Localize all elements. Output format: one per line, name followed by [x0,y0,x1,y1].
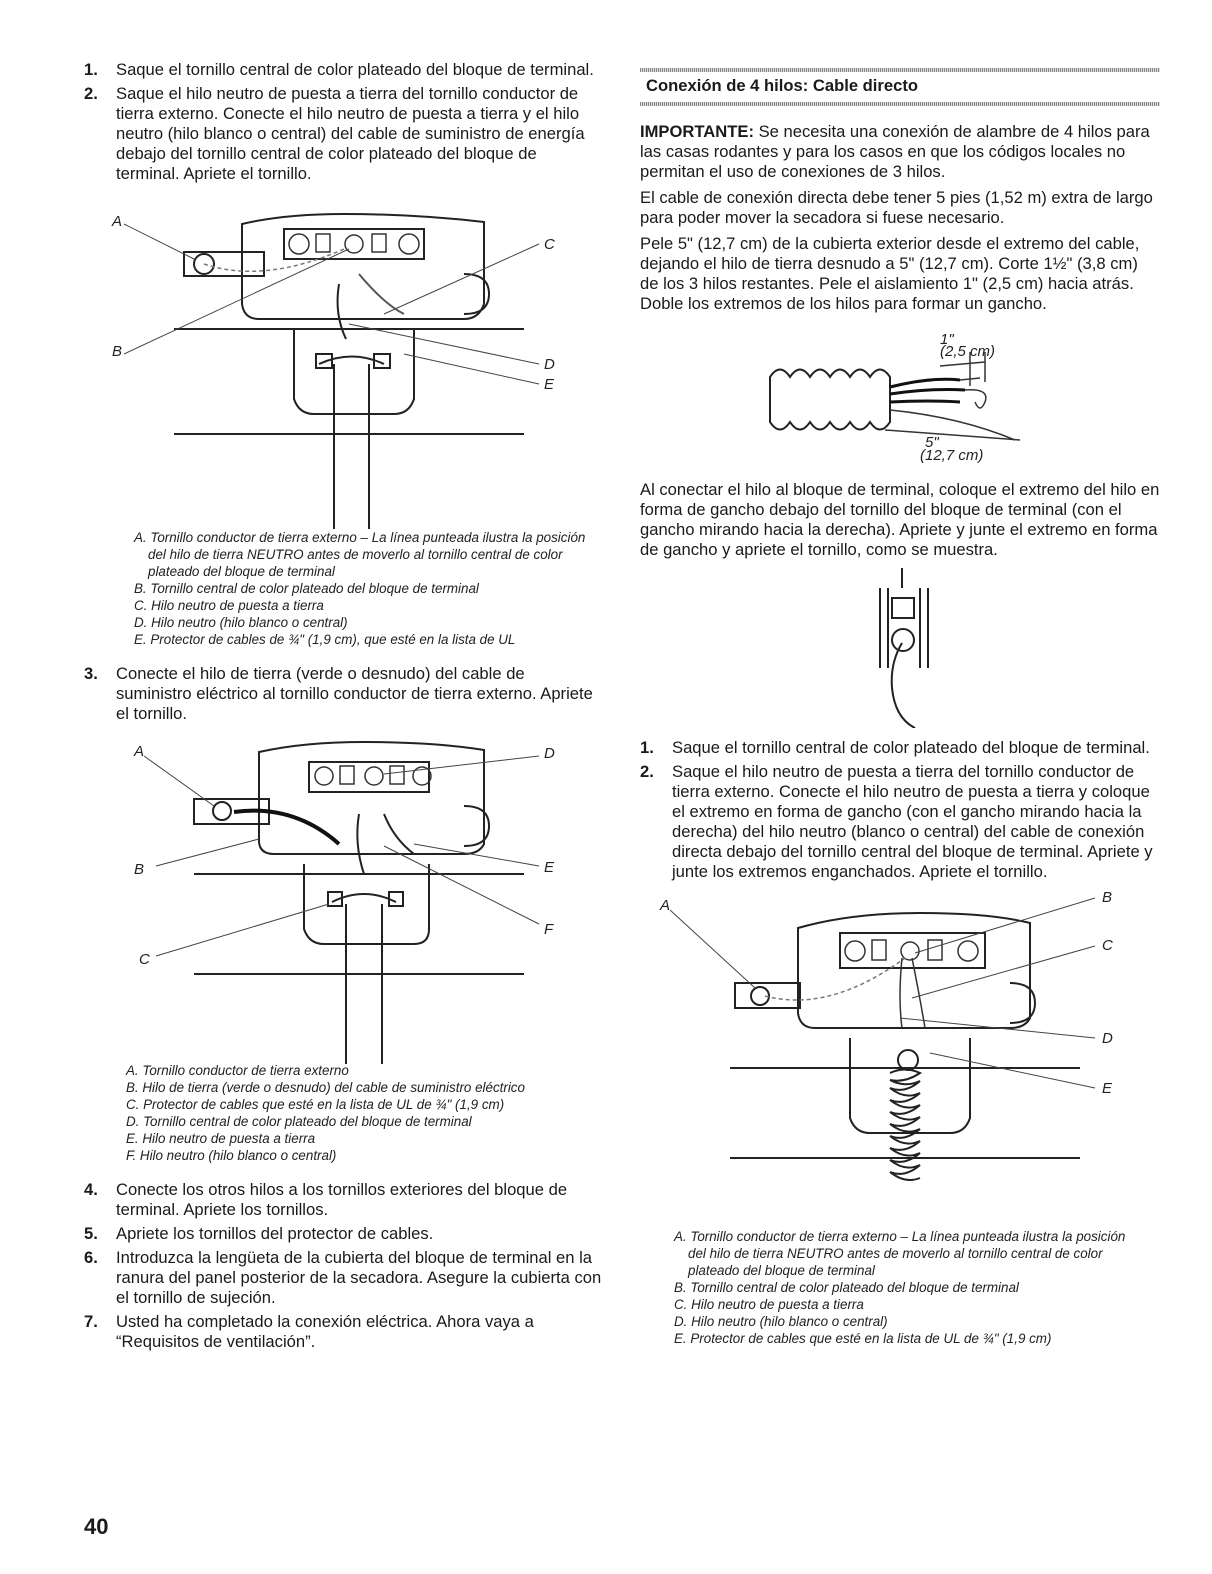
figure-label: C [544,236,555,253]
caption-item: A. Tornillo conductor de tierra externo – La línea punteada ilustra la posición del hilo de tierra NEUTRO antes de moverlo al tornillo central de color plateado del bloque de terminal [134,530,586,579]
caption-item: B. Tornillo central de color plateado del bloque de terminal [134,581,479,596]
important-label: IMPORTANTE: [640,122,754,141]
figure-label: D [544,356,555,373]
caption-item: E. Protector de cables que esté en la lista de UL de ¾" (1,9 cm) [674,1331,1052,1346]
figure-label: E [1102,1080,1113,1097]
figure-label: D [1102,1030,1113,1047]
terminal-block-diagram [640,888,1160,1228]
caption-item: C. Protector de cables que esté en la lista de UL de ¾" (1,9 cm) [126,1097,505,1112]
section-title: Conexión de 4 hilos: Cable directo [646,76,918,95]
steps-list-b [84,1180,604,1352]
caption-item: A. Tornillo conductor de tierra externo – La línea punteada ilustra la posición del hilo de tierra NEUTRO antes de moverlo al tornillo central de color plateado del bloque de terminal [674,1229,1126,1278]
figure-1-captions [134,529,594,648]
paragraph: Al conectar el hilo al bloque de terminal, coloque el extremo del hilo en forma de gancho debajo del tornillo del bloque de terminal (con el gancho mirando hacia la derecha). Apriete y junte el extremo en forma de gancho y apriete el tornillo, como se muestra. [640,480,1160,559]
figure-label: A [660,897,671,914]
right-column [640,68,1160,1347]
step-3 [84,664,604,724]
dimension-label: (2,5 cm) [940,343,996,360]
caption-item: E. Hilo neutro de puesta a tierra [126,1131,316,1146]
figure-label: C [139,951,150,968]
section-rule-bottom [640,102,1160,106]
figure-label: F [544,921,554,938]
paragraph: Pele 5" (12,7 cm) de la cubierta exterior desde el extremo del cable, dejando el hilo de tierra desnudo a 5" (12,7 cm). Corte 1½" (3,8 cm) de los 3 hilos restantes. Pele el aislamiento 1" (2,5 cm) hacia atrás. Doble los extremos de los hilos para formar un gancho. [640,234,1140,313]
figure-2-captions [126,1062,596,1164]
figure-terminal-block-2 [84,734,604,1064]
figure-label: E [544,859,555,876]
caption-item: D. Tornillo central de color plateado del bloque de terminal [126,1114,472,1129]
list-item: 2. Saque el hilo neutro de puesta a tierra del tornillo conductor de tierra externo. Conecte el hilo neutro de puesta a tierra y coloque el extremo en forma de gancho (con el gancho mirando hacia la derecha) del hilo neutro (blanco o central) del cable de conexión directa debajo del tornillo central del bloque de terminal. Apriete y junte los extremos enganchados. Apriete el tornillo. [640,762,1153,881]
caption-item: A. Tornillo conductor de tierra externo [126,1063,349,1078]
caption-item: F. Hilo neutro (hilo blanco o central) [126,1148,337,1163]
caption-item: D. Hilo neutro (hilo blanco o central) [674,1314,888,1329]
figure-label: B [134,861,145,878]
list-item: 7. Usted ha completado la conexión eléctrica. Ahora vaya a “Requisitos de ventilación”. [84,1312,534,1351]
figure-label: E [544,376,555,393]
steps-list-right [640,738,1160,882]
list-item: 6. Introduzca la lengüeta de la cubierta del bloque de terminal en la ranura del panel posterior de la secadora. Asegure la cubierta con el tornillo de sujeción. [84,1248,602,1307]
figure-cable-stripping [640,322,1160,472]
figure-label: A [134,743,145,760]
caption-item: C. Hilo neutro de puesta a tierra [134,598,324,613]
figure-hook-wire [640,568,1160,728]
list-item: 1. Saque el tornillo central de color plateado del bloque de terminal. [640,738,1150,757]
list-item: 1. Saque el tornillo central de color plateado del bloque de terminal. [84,60,594,79]
figure-label: D [544,745,555,762]
figure-terminal-block-3 [640,888,1160,1228]
dimension-label: 5" [925,434,939,451]
caption-item: E. Protector de cables de ¾" (1,9 cm), que esté en la lista de UL [134,632,516,647]
hook-wire-diagram [640,568,1160,728]
page-number: 40 [84,1514,109,1539]
caption-item: D. Hilo neutro (hilo blanco o central) [134,615,348,630]
figure-terminal-block-1 [84,204,604,529]
list-item: 3. Conecte el hilo de tierra (verde o desnudo) del cable de suministro eléctrico al tornillo conductor de tierra externo. Apriete el tornillo. [84,664,593,723]
figure-3-captions [674,1228,1144,1347]
caption-item: B. Hilo de tierra (verde o desnudo) del cable de suministro eléctrico [126,1080,525,1095]
figure-label: B [1102,889,1113,906]
terminal-block-diagram [84,204,604,529]
left-column [84,60,604,1356]
terminal-block-diagram [84,734,604,1064]
list-item: 2. Saque el hilo neutro de puesta a tierra del tornillo conductor de tierra externo. Conecte el hilo neutro de puesta a tierra y el hilo neutro (hilo blanco o central) del cable de suministro de energía debajo del tornillo central de color plateado del bloque de terminal. Apriete el tornillo. [84,84,585,183]
paragraph: El cable de conexión directa debe tener 5 pies (1,52 m) extra de largo para poder mover la secadora si fuese necesario. [640,188,1153,227]
caption-item: C. Hilo neutro de puesta a tierra [674,1297,864,1312]
dimension-label: (12,7 cm) [920,447,984,464]
dimension-label: 1" [940,331,954,348]
figure-label: A [112,213,123,230]
list-item: 5. Apriete los tornillos del protector de cables. [84,1224,434,1243]
steps-list-a [84,60,604,184]
figure-label: B [112,343,123,360]
important-paragraph: IMPORTANTE: Se necesita una conexión de alambre de 4 hilos para las casas rodantes y para los casos en que los códigos locales no permitan el uso de conexiones de 3 hilos. [640,122,1150,181]
list-item: 4. Conecte los otros hilos a los tornillos exteriores del bloque de terminal. Apriete los tornillos. [84,1180,568,1219]
figure-label: C [1102,937,1113,954]
cable-diagram [640,322,1160,472]
caption-item: B. Tornillo central de color plateado del bloque de terminal [674,1280,1019,1295]
